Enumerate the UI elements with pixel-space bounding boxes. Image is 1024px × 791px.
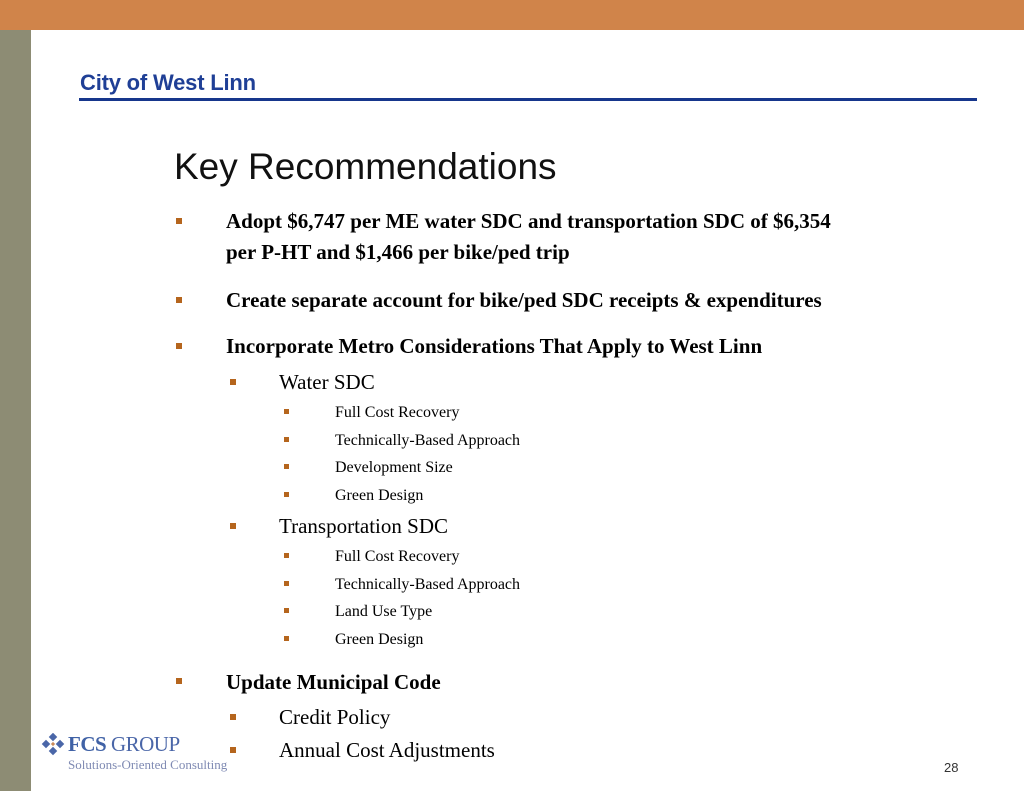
sub-sub-bullet-icon	[284, 437, 289, 442]
sub-bullet-water-sdc: Water SDC	[279, 370, 375, 394]
bullet-square-icon	[176, 678, 182, 684]
fcs-diamond-logo-icon	[40, 733, 66, 759]
bullet-2: Create separate account for bike/ped SDC receipts & expenditures	[226, 288, 822, 312]
sub-bullet-credit-policy: Credit Policy	[279, 705, 391, 729]
fcs-group-logo	[40, 731, 230, 775]
water-item: Development Size	[335, 459, 453, 476]
transportation-item: Land Use Type	[335, 603, 433, 620]
transportation-item: Full Cost Recovery	[335, 548, 460, 565]
sub-sub-bullet-icon	[284, 464, 289, 469]
water-item: Full Cost Recovery	[335, 404, 460, 421]
sub-sub-bullet-icon	[284, 581, 289, 586]
bullet-1-line-2: per P-HT and $1,466 per bike/ped trip	[226, 240, 570, 264]
sub-bullet-square-icon	[230, 523, 236, 529]
sub-sub-bullet-icon	[284, 608, 289, 613]
sub-bullet-square-icon	[230, 714, 236, 720]
sub-bullet-annual-cost-adjustments: Annual Cost Adjustments	[279, 738, 495, 762]
bullet-4: Update Municipal Code	[226, 670, 441, 694]
bullet-square-icon	[176, 297, 182, 303]
sub-bullet-transportation-sdc: Transportation SDC	[279, 514, 448, 538]
slide-title: Key Recommendations	[174, 146, 557, 187]
transportation-item: Technically-Based Approach	[335, 576, 521, 593]
sub-bullet-square-icon	[230, 379, 236, 385]
bullet-1-line-1: Adopt $6,747 per ME water SDC and transportation SDC of $6,354	[226, 209, 831, 233]
sub-bullet-square-icon	[230, 747, 236, 753]
water-item: Technically-Based Approach	[335, 432, 521, 449]
water-item: Green Design	[335, 487, 424, 504]
logo-tagline: Solutions-Oriented Consulting	[68, 757, 228, 772]
header-divider	[79, 98, 977, 101]
bullet-3: Incorporate Metro Considerations That Apply to West Linn	[226, 334, 763, 358]
header-title: City of West Linn	[80, 70, 256, 95]
transportation-item: Green Design	[335, 631, 424, 648]
bullet-square-icon	[176, 218, 182, 224]
sub-sub-bullet-icon	[284, 553, 289, 558]
page-number: 28	[944, 760, 959, 775]
sub-sub-bullet-icon	[284, 636, 289, 641]
sub-sub-bullet-icon	[284, 409, 289, 414]
sub-sub-bullet-icon	[284, 492, 289, 497]
left-accent-band	[0, 30, 31, 791]
bullet-square-icon	[176, 343, 182, 349]
logo-wordmark: FCS GROUP	[68, 732, 180, 756]
top-accent-band	[0, 0, 1024, 30]
